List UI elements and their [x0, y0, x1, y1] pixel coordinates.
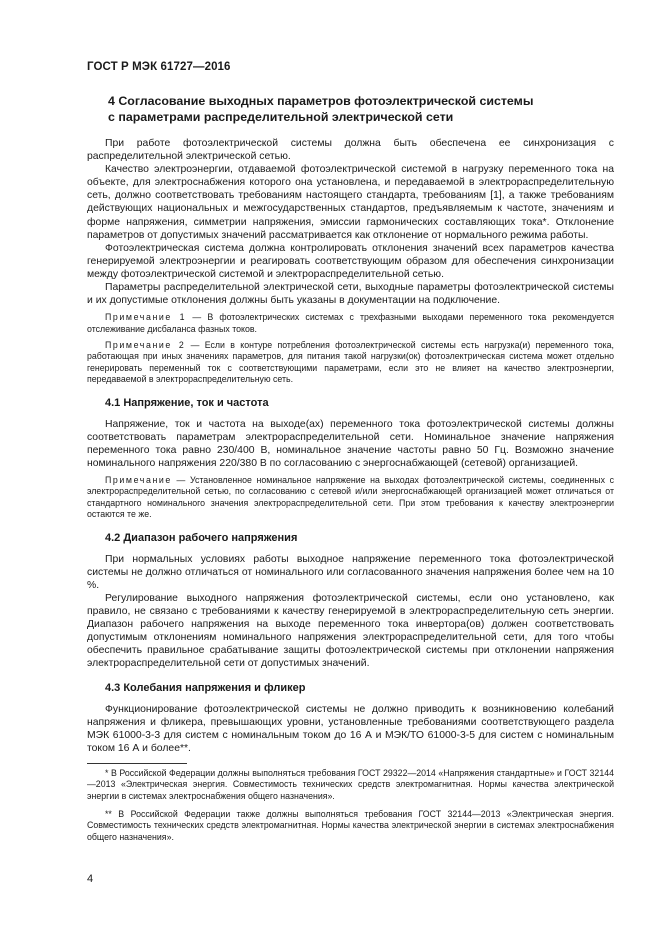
paragraph: При работе фотоэлектрической системы должна быть обеспечена ее синхронизация с распределительной электрической сетью.	[87, 138, 614, 163]
page-number: 4	[87, 873, 94, 885]
note-label: Примечание	[105, 475, 172, 486]
paragraph: Фотоэлектрическая система должна контролировать отклонения значений всех параметров качества генерируемой электроэнергии и реагировать соответствующим образом для обеспечения синхронизации между фотоэлектрической системой и электрораспределительной сетью.	[87, 242, 614, 280]
paragraph: Параметры распределительной электрической сети, выходные параметры фотоэлектрической системы и их допустимые отклонения должны быть указаны в документации на подключение.	[87, 282, 614, 307]
subsection-title: 4.1 Напряжение, ток и частота	[105, 396, 269, 409]
note	[87, 475, 614, 521]
page-content	[87, 93, 614, 843]
subsection-title: 4.2 Диапазон рабочего напряжения	[105, 531, 298, 544]
subsection-title: 4.3 Колебания напряжения и фликер	[105, 681, 306, 694]
section-title	[87, 93, 614, 125]
note	[87, 340, 614, 386]
note-text: — В фотоэлектрических системах с трехфазными выходами переменного тока рекомендуется отслеживание дисбаланса фазных токов.	[87, 312, 614, 334]
note-label: Примечание 2	[105, 340, 186, 351]
footnote: * В Российской Федерации должны выполняться требования ГОСТ 29322—2014 «Напряжения стандартные» и ГОСТ 32144—2013 «Электрическая энергия. Совместимость технических средств электромагнитная. Нормы качества электрической энергии в системах электроснабжения общего назначения».	[87, 767, 614, 802]
paragraph: Качество электроэнергии, отдаваемой фотоэлектрической системой в нагрузку переменного тока на объекте, для электроснабжения которого она установлена, и передаваемой в электрораспределительную сеть, должно соответствовать требованиям настоящего стандарта, требованиям [1], а также требованиям действующих национальных и межгосударственных стандартов, предъявляемым к частоте, значениям и форме напряжения, симметрии напряжения, эмиссии гармонических составляющих тока*. Отклонение параметров от допустимых значений рассматривается как отклонение от нормального режима работы.	[87, 164, 614, 241]
note-label: Примечание 1	[105, 312, 187, 323]
note-text: — Если в контуре потребления фотоэлектрической системы есть нагрузка(и) переменного тока, работающая при иных значениях параметров, для питания такой нагрузки(ок) фотоэлектрическая система может отдельно генерировать переменный ток с соответствующими параметрами, если это не влияет на качество электроэнергии, передаваемой в электрораспределительную сеть.	[87, 340, 614, 385]
note-text: — Установленное номинальное напряжение на выходах фотоэлектрической системы, соединенных с электрораспределительной сетью, по согласованию с сетевой и/или энергоснабжающей организацией может отличаться от стандартного номинального значения электрораспределительной сети. При этом требования к качеству электроэнергии остаются те же.	[87, 475, 614, 520]
paragraph: При нормальных условиях работы выходное напряжение переменного тока фотоэлектрической системы не должно отличаться от номинального или согласованного значения напряжения более чем на 10 %.	[87, 553, 614, 591]
note	[87, 312, 614, 335]
paragraph: Функционирование фотоэлектрической системы не должно приводить к возникновению колебаний напряжения и фликера, превышающих уровни, установленные требованиями соответствующего раздела МЭК 61000-3-3 для систем с номинальным током до 16 А и МЭК/ТО 61000-3-5 для систем с номинальным током 16 А и более**.	[87, 703, 614, 754]
footnote-divider	[87, 763, 187, 764]
paragraph: Регулирование выходного напряжения фотоэлектрической системы, если оно установлено, как правило, не связано с требованиями к качеству генерируемой в электрораспределительную сеть энергии. Диапазон рабочего напряжения на выходе переменного тока инвертора(ов) должен соответствовать допустимым отклонениям номинального напряжения электрораспределительной сети, для того чтобы обеспечить правильное срабатывание защиты фотоэлектрической системы при отклонении напряжения электрораспределительной сети от допустимых значений.	[87, 592, 614, 670]
footnotes	[87, 768, 614, 844]
standard-header: ГОСТ Р МЭК 61727—2016	[87, 61, 231, 73]
section-title-line-1: 4 Согласование выходных параметров фотоэлектрической системы	[108, 94, 534, 108]
footnote: ** В Российской Федерации также должны выполняться требования ГОСТ 32144—2013 «Электрическая энергия. Совместимость технических средств электромагнитная. Нормы качества электрической энергии в системах электроснабжения общего назначения».	[87, 808, 614, 842]
paragraph: Напряжение, ток и частота на выходе(ах) переменного тока фотоэлектрической системы должны соответствовать параметрам электрораспределительной сети. Номинальное значение напряжения переменного тока равно 230/400 В, номинальное значение частоты равно 50 Гц. Возможно значение номинального напряжения 220/380 В по согласованию с энергоснабжающей (сетевой) организацией.	[87, 418, 614, 469]
section-title-line-2: с параметрами распределительной электрической сети	[108, 110, 454, 124]
